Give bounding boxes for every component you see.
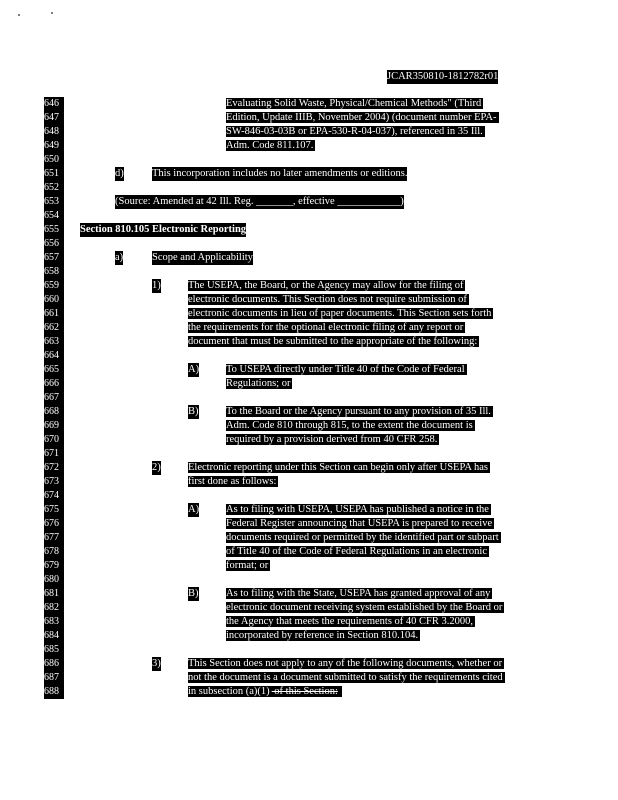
text-line: Electronic reporting under this Section can begin only after USEPA has bbox=[188, 462, 488, 473]
text-line: Adm. Code 811.107. bbox=[226, 140, 314, 151]
reference-text: in subsection (a)(1) bbox=[188, 686, 270, 697]
struck-text: of this Section: bbox=[271, 686, 338, 697]
line-number: 680 bbox=[44, 573, 64, 587]
line-number: 658 bbox=[44, 265, 64, 279]
paragraph-686 bbox=[188, 657, 505, 699]
line-number: 687 bbox=[44, 671, 64, 685]
subsection-label-a: a) bbox=[115, 252, 124, 263]
line-number: 684 bbox=[44, 629, 64, 643]
line-number: 646 bbox=[44, 97, 64, 111]
line-number: 671 bbox=[44, 447, 64, 461]
item-label-B: B) bbox=[188, 406, 199, 417]
paragraph-651: This incorporation includes no later amendments or editions. bbox=[152, 168, 408, 179]
item-label-A: A) bbox=[188, 504, 200, 515]
text-line: electronic documents in lieu of paper documents. This Section sets forth bbox=[188, 308, 492, 319]
line-number: 669 bbox=[44, 419, 64, 433]
paragraph-665 bbox=[226, 363, 467, 391]
line-number: 686 bbox=[44, 657, 64, 671]
line-number: 649 bbox=[44, 139, 64, 153]
text-line: Evaluating Solid Waste, Physical/Chemical Methods" (Third bbox=[226, 98, 482, 109]
line-number: 657 bbox=[44, 251, 64, 265]
text-line: electronic document receiving system established by the Board or bbox=[226, 602, 503, 613]
line-number: 672 bbox=[44, 461, 64, 475]
text-line: This Section does not apply to any of the following documents, whether or bbox=[188, 658, 503, 669]
line-number: 682 bbox=[44, 601, 64, 615]
line-number: 685 bbox=[44, 643, 64, 657]
text-line: the Agency that meets the requirements of 40 CFR 3.2000, bbox=[226, 616, 473, 627]
speck bbox=[51, 12, 53, 14]
text-line: To the Board or the Agency pursuant to any provision of 35 Ill. bbox=[226, 406, 491, 417]
text-line: Federal Register announcing that USEPA is prepared to receive bbox=[226, 518, 493, 529]
text-line: incorporated by reference in Section 810.104. bbox=[226, 630, 419, 641]
paragraph-675 bbox=[226, 503, 501, 573]
text-line: Adm. Code 810 through 815, to the extent the document is bbox=[226, 420, 473, 431]
scan-specks bbox=[18, 12, 58, 22]
text-line: electronic documents. This Section does not require submission of bbox=[188, 294, 467, 305]
text-line: The USEPA, the Board, or the Agency may allow for the filing of bbox=[188, 280, 464, 291]
paragraph-672 bbox=[188, 461, 490, 489]
line-number: 681 bbox=[44, 587, 64, 601]
speck bbox=[18, 14, 20, 16]
paragraph-659 bbox=[188, 279, 493, 349]
subsection-title: Scope and Applicability bbox=[152, 252, 253, 263]
text-line: Regulations; or bbox=[226, 378, 291, 389]
text-line: first done as follows: bbox=[188, 476, 277, 487]
text-line: not the document is a document submitted to satisfy the requirements cited bbox=[188, 672, 503, 683]
item-label-A: A) bbox=[188, 364, 200, 375]
line-number: 666 bbox=[44, 377, 64, 391]
line-number: 674 bbox=[44, 489, 64, 503]
subsection-label-d: d) bbox=[115, 168, 124, 179]
text-line: As to filing with USEPA, USEPA has published a notice in the bbox=[226, 504, 489, 515]
text-line: required by a provision derived from 40 CFR 258. bbox=[226, 434, 438, 445]
line-number: 683 bbox=[44, 615, 64, 629]
text-line: of Title 40 of the Code of Federal Regulations in an electronic bbox=[226, 546, 487, 557]
text-line: As to filing with the State, USEPA has granted approval of any bbox=[226, 588, 491, 599]
line-number: 678 bbox=[44, 545, 64, 559]
line-number: 663 bbox=[44, 335, 64, 349]
text-line: Edition, Update IIIB, November 2004) (document number EPA- bbox=[226, 112, 497, 123]
source-note: (Source: Amended at 42 Ill. Reg. _______, effective ____________) bbox=[115, 196, 404, 207]
line-number: 654 bbox=[44, 209, 64, 223]
line-number: 655 bbox=[44, 223, 64, 237]
line-number: 688 bbox=[44, 685, 64, 699]
line-number: 648 bbox=[44, 125, 64, 139]
paragraph-668 bbox=[226, 405, 493, 447]
line-number: 664 bbox=[44, 349, 64, 363]
paragraph-681 bbox=[226, 587, 504, 643]
line-number: 650 bbox=[44, 153, 64, 167]
line-number: 665 bbox=[44, 363, 64, 377]
text-line: documents required or permitted by the identified part or subpart bbox=[226, 532, 499, 543]
line-number: 676 bbox=[44, 517, 64, 531]
line-number: 677 bbox=[44, 531, 64, 545]
line-number: 647 bbox=[44, 111, 64, 125]
line-number: 668 bbox=[44, 405, 64, 419]
item-label-2: 2) bbox=[152, 462, 161, 473]
text-line bbox=[188, 685, 505, 699]
item-label-B: B) bbox=[188, 588, 199, 599]
document-id: JCAR350810-1812782r01 bbox=[387, 71, 499, 82]
line-number: 662 bbox=[44, 321, 64, 335]
line-number: 659 bbox=[44, 279, 64, 293]
paragraph-646 bbox=[226, 97, 499, 153]
line-number: 652 bbox=[44, 181, 64, 195]
line-number: 670 bbox=[44, 433, 64, 447]
text-line: SW-846-03-03B or EPA-530-R-04-037), referenced in 35 Ill. bbox=[226, 126, 483, 137]
text-line: To USEPA directly under Title 40 of the Code of Federal bbox=[226, 364, 465, 375]
line-number: 653 bbox=[44, 195, 64, 209]
text-line: format; or bbox=[226, 560, 269, 571]
line-number: 675 bbox=[44, 503, 64, 517]
section-heading: Section 810.105 Electronic Reporting bbox=[80, 224, 247, 235]
line-number: 651 bbox=[44, 167, 64, 181]
line-number: 660 bbox=[44, 293, 64, 307]
line-number: 673 bbox=[44, 475, 64, 489]
item-label-3: 3) bbox=[152, 658, 161, 669]
line-number: 656 bbox=[44, 237, 64, 251]
line-number: 667 bbox=[44, 391, 64, 405]
text-line: the requirements for the optional electronic filing of any report or bbox=[188, 322, 464, 333]
line-number: 661 bbox=[44, 307, 64, 321]
text-line: document that must be submitted to the appropriate of the following: bbox=[188, 336, 478, 347]
item-label-1: 1) bbox=[152, 280, 161, 291]
line-number: 679 bbox=[44, 559, 64, 573]
